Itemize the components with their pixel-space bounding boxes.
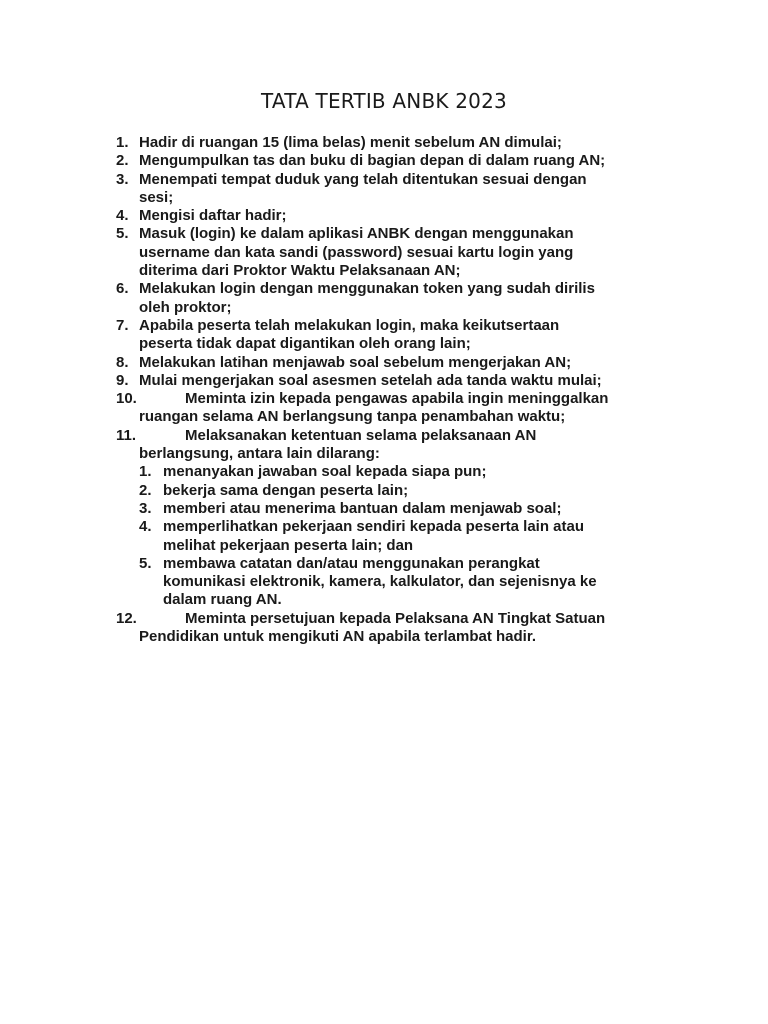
item-line: ruangan selama AN berlangsung tanpa penambahan waktu;: [139, 408, 566, 426]
item-line: Mengumpulkan tas dan buku di bagian depan di dalam ruang AN;: [139, 152, 606, 170]
item-line: memberi atau menerima bantuan dalam menjawab soal;: [163, 499, 562, 517]
item-line: diterima dari Proktor Waktu Pelaksanaan AN;: [139, 262, 461, 280]
item-line-text: Meminta izin kepada pengawas apabila ingin meninggalkan: [185, 390, 609, 408]
prohibited-list: [0, 463, 768, 609]
list-item: [0, 171, 679, 208]
item-number: 10.: [116, 390, 137, 408]
item-line-text: Melaksanakan ketentuan selama pelaksanaan AN: [185, 426, 537, 444]
list-item: [0, 372, 679, 390]
item-line: [139, 427, 679, 445]
item-line: komunikasi elektronik, kamera, kalkulator, dan sejenisnya ke: [163, 573, 597, 591]
item-number: 6.: [116, 280, 129, 298]
rules-list: [0, 134, 768, 646]
list-item: [0, 225, 679, 280]
sub-item-number: 2.: [139, 481, 152, 499]
item-line: Melakukan latihan menjawab soal sebelum mengerjakan AN;: [139, 353, 572, 371]
item-line: username dan kata sandi (password) sesuai kartu login yang: [139, 243, 574, 261]
list-item: [0, 207, 679, 225]
sub-item-number: 1.: [139, 463, 152, 481]
item-line: bekerja sama dengan peserta lain;: [163, 481, 409, 499]
list-item: [0, 354, 679, 372]
sub-list-item: [0, 463, 683, 481]
item-line: [139, 390, 679, 408]
item-line: Mengisi daftar hadir;: [139, 207, 287, 225]
item-number: 9.: [116, 371, 129, 389]
item-line: Melakukan login dengan menggunakan token yang sudah dirilis: [139, 280, 595, 298]
item-number: 2.: [116, 152, 129, 170]
item-line: berlangsung, antara lain dilarang:: [139, 445, 380, 463]
item-line: Mulai mengerjakan soal asesmen setelah ada tanda waktu mulai;: [139, 371, 602, 389]
document-title: TATA TERTIB ANBK 2023: [261, 89, 507, 113]
item-line: Pendidikan untuk mengikuti AN apabila terlambat hadir.: [139, 628, 537, 646]
sub-list-item: [0, 518, 683, 555]
list-item: [0, 390, 679, 427]
item-number: 1.: [116, 134, 129, 151]
item-line: Masuk (login) ke dalam aplikasi ANBK dengan menggunakan: [139, 225, 574, 243]
item-line: membawa catatan dan/atau menggunakan perangkat: [163, 554, 540, 572]
sub-item-number: 4.: [139, 518, 152, 536]
item-line: memperlihatkan pekerjaan sendiri kepada peserta lain atau: [163, 518, 585, 536]
item-line: Apabila peserta telah melakukan login, maka keikutsertaan: [139, 316, 560, 334]
item-number: 11.: [116, 426, 137, 444]
list-item: [0, 134, 679, 152]
item-number: 7.: [116, 316, 129, 334]
item-line: peserta tidak dapat digantikan oleh orang lain;: [139, 335, 471, 353]
item-number: 5.: [116, 225, 129, 243]
list-item: [0, 317, 679, 354]
item-line-text: Meminta persetujuan kepada Pelaksana AN Tingkat Satuan: [185, 609, 606, 627]
list-item: [0, 280, 679, 317]
list-item: [0, 610, 679, 647]
item-number: 12.: [116, 609, 137, 627]
item-line: dalam ruang AN.: [163, 591, 282, 609]
item-number: 3.: [116, 170, 129, 188]
list-item: [0, 427, 679, 464]
item-line: [139, 610, 679, 628]
sub-item-number: 3.: [139, 499, 152, 517]
item-line: sesi;: [139, 188, 174, 206]
item-line: menanyakan jawaban soal kepada siapa pun;: [163, 463, 487, 481]
sub-list-item: [0, 555, 683, 610]
item-line: melihat pekerjaan peserta lain; dan: [163, 536, 414, 554]
sub-list-item: [0, 500, 683, 518]
item-line: Hadir di ruangan 15 (lima belas) menit sebelum AN dimulai;: [139, 134, 562, 151]
item-number: 8.: [116, 353, 129, 371]
sub-list-item: [0, 482, 683, 500]
list-item: [0, 152, 679, 170]
item-line: oleh proktor;: [139, 298, 232, 316]
sub-item-number: 5.: [139, 554, 152, 572]
item-line: Menempati tempat duduk yang telah ditentukan sesuai dengan: [139, 170, 587, 188]
item-number: 4.: [116, 207, 129, 225]
